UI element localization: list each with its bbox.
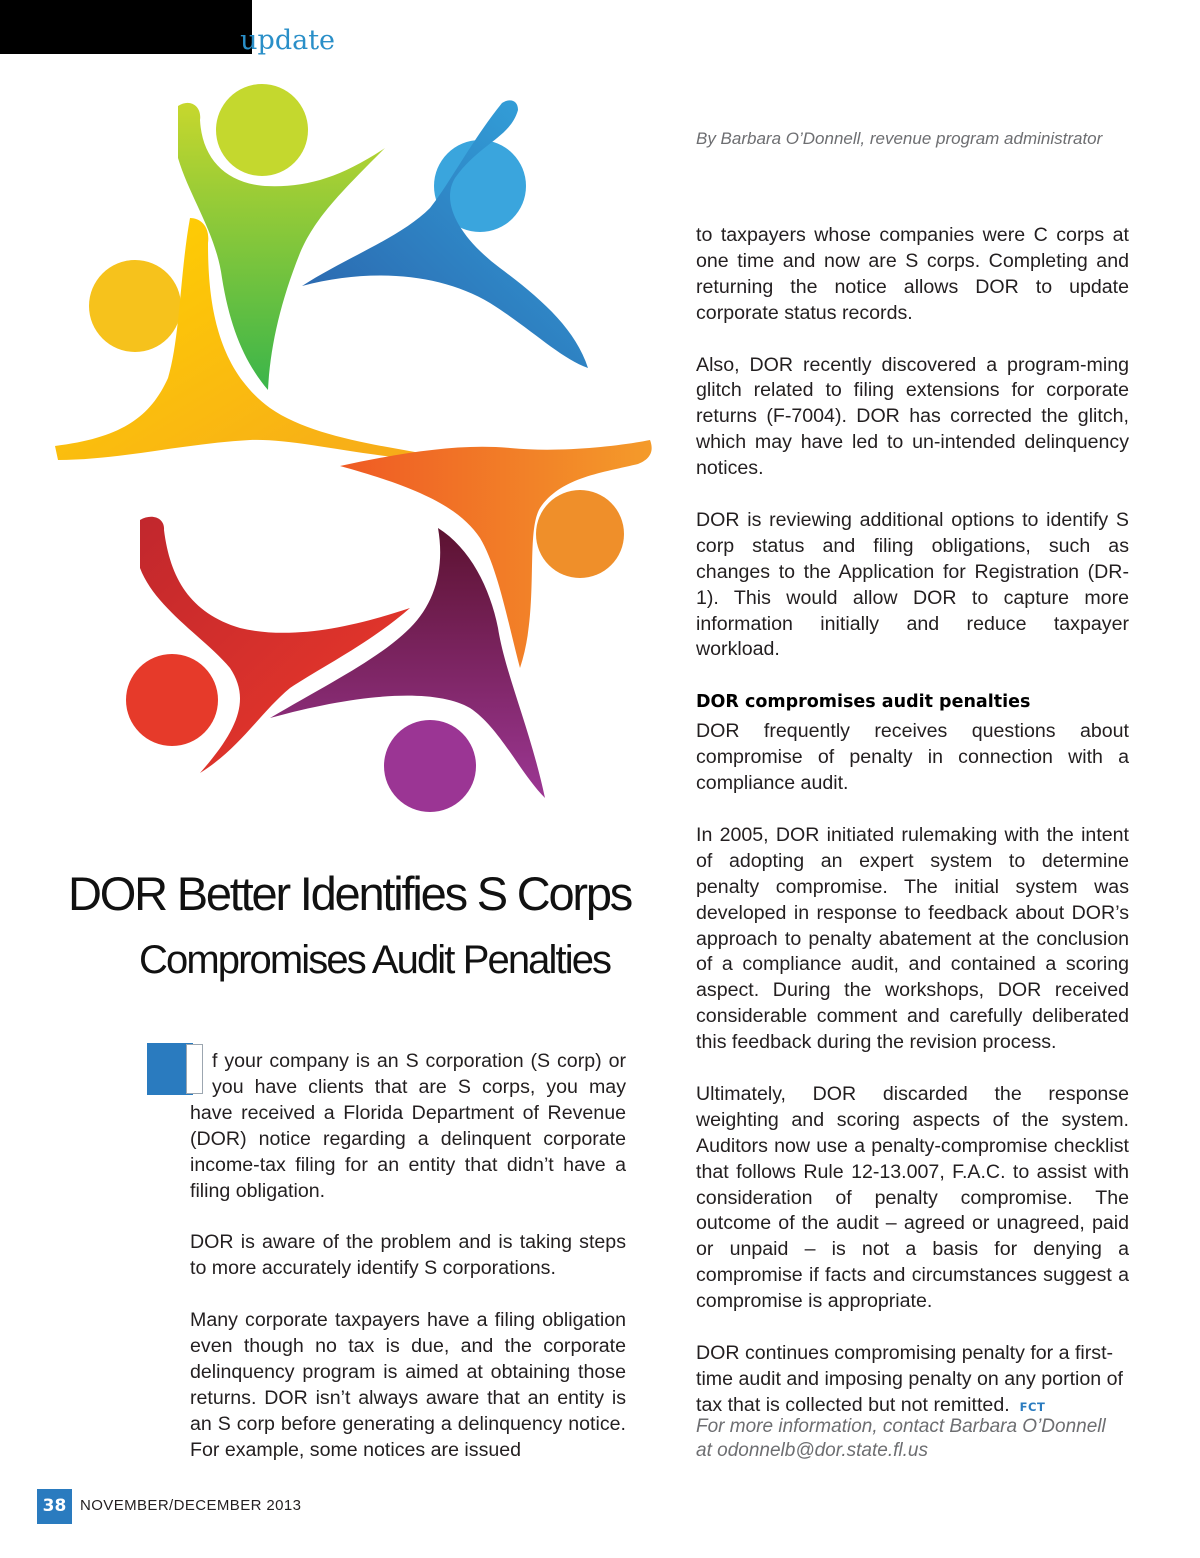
people-circle-logo <box>40 68 680 828</box>
final-paragraph-text: DOR continues compromising penalty for a first-time audit and imposing penalty on any portion of tax that is collected but not remitted. <box>696 1341 1123 1416</box>
paragraph <box>190 1049 626 1204</box>
article-title: DOR Better Identifies S Corps <box>68 867 632 920</box>
section-tag <box>196 27 335 54</box>
paragraph: Also, DOR recently discovered a program-ming glitch related to filing extensions for corporate returns (F-7004). DOR has corrected the glitch, which may have led to un-intended delinquency notices. <box>696 353 1129 480</box>
section-name: update <box>240 25 336 56</box>
orange-figure-head <box>536 490 624 578</box>
paragraph: Many corporate taxpayers have a filing obligation even though no tax is due, and the corporate delinquency program is aimed at obtaining those returns. DOR isn’t always aware that an entity is an S corp before generating a delinquency notice. For example, some notices are issued <box>190 1309 626 1461</box>
contact-info <box>696 1415 1136 1463</box>
right-column <box>696 223 1129 1447</box>
blue-figure-body <box>302 100 588 368</box>
paragraph: Ultimately, DOR discarded the response weighting and scoring aspects of the system. Auditors now use a penalty-compromise checklist that follows Rule 12-13.007, F.A.C. to assist with consideration of penalty compromise. The outcome of the audit – agreed or unagreed, paid or unpaid – is not a basis for denying a compromise if facts and circumstances suggest a compromise is appropriate. <box>696 1082 1129 1313</box>
drop-cap <box>186 1050 206 1100</box>
green-figure-head <box>216 84 308 176</box>
paragraph: DOR is aware of the problem and is taking steps to more accurately identify S corporations. <box>190 1231 626 1280</box>
contact-email[interactable]: at odonnelb@dor.state.fl.us <box>696 1440 928 1461</box>
yellow-figure-head <box>89 260 181 352</box>
paragraph: In 2005, DOR initiated rulemaking with the intent of adopting an expert system to determine penalty compromise. The initial system was developed in response to feedback about DOR’s approach to penalty abatement at the conclusion of a compliance audit, and contained a scoring aspect. During the workshops, DOR received considerable comment and carefully deliberated this feedback during the revision process. <box>696 823 1129 1054</box>
issue-date: NOVEMBER/DECEMBER 2013 <box>80 1497 302 1514</box>
page-number: 38 <box>37 1489 72 1524</box>
contact-line: For more information, contact Barbara O’Donnell <box>696 1416 1106 1437</box>
section-prefix: DOR <box>196 34 240 54</box>
paragraph: to taxpayers whose companies were C corps at one time and now are S corps. Completing and returning the notice allows DOR to update corporate status records. <box>696 224 1129 324</box>
left-column <box>190 1049 626 1489</box>
byline: By Barbara O’Donnell, revenue program administrator <box>696 129 1103 148</box>
paragraph: DOR is reviewing additional options to identify S corp status and filing obligations, such as changes to the Application for Registration (DR-1). This would allow DOR to capture more information initially and reduce taxpayer workload. <box>696 508 1129 661</box>
purple-figure-head <box>384 720 476 812</box>
red-figure-head <box>126 654 218 746</box>
paragraph: DOR frequently receives questions about compromise of penalty in connection with a compliance audit. <box>696 720 1129 795</box>
section-subheading: DOR compromises audit penalties <box>696 692 1031 713</box>
drop-cap-letter <box>186 1044 203 1094</box>
paragraph <box>696 1341 1129 1421</box>
end-mark: FCT <box>1019 1399 1046 1414</box>
article-subtitle: Compromises Audit Penalties <box>139 938 611 982</box>
paragraph-text: f your company is an S corporation (S corp) or you have clients that are S corps, you may have received a Florida Department of Revenue (DOR) notice regarding a delinquent corporate income-tax filing for an entity that didn’t have a filing obligation. <box>190 1050 626 1202</box>
